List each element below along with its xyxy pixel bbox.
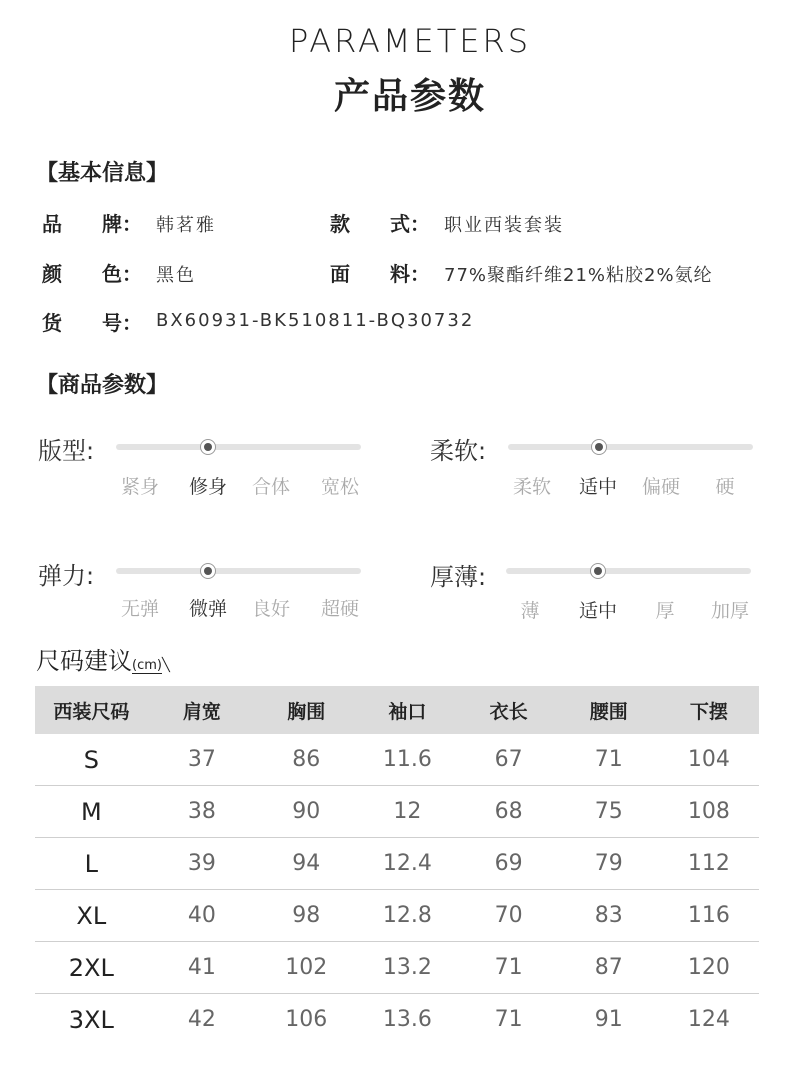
- table-row: [35, 890, 759, 942]
- table-cell: 69: [459, 838, 559, 890]
- table-cell: 38: [148, 786, 256, 838]
- table-row: [35, 734, 759, 786]
- size-chart-title: 尺码建议: [36, 647, 132, 675]
- item-number-value: BX60931-BK510811-BQ30732: [156, 310, 475, 331]
- table-cell: 116: [659, 890, 759, 942]
- elasticity-option-selected: 微弹: [188, 598, 227, 620]
- softness-option: 硬: [715, 476, 735, 498]
- table-cell: 102: [256, 942, 356, 994]
- table-cell: 120: [659, 942, 759, 994]
- size-chart-unit: (cm): [132, 658, 162, 673]
- column-header: 下摆: [659, 686, 759, 734]
- table-cell: 112: [659, 838, 759, 890]
- table-row: [35, 786, 759, 838]
- table-row: [35, 838, 759, 890]
- table-cell: 94: [256, 838, 356, 890]
- thickness-option: 厚: [655, 600, 675, 622]
- param-label-fit: 版型:: [38, 437, 95, 465]
- fit-slider-track: [116, 444, 361, 450]
- elasticity-slider-knob: [200, 563, 216, 579]
- fit-option: 紧身: [120, 476, 159, 498]
- table-cell: 67: [459, 734, 559, 786]
- column-header: 衣长: [459, 686, 559, 734]
- table-cell: 104: [659, 734, 759, 786]
- basic-info-heading: 【基本信息】: [36, 161, 169, 186]
- table-cell: 12.8: [356, 890, 458, 942]
- table-cell: 12.4: [356, 838, 458, 890]
- color-key: 颜 色：: [42, 262, 142, 286]
- elasticity-option: 无弹: [120, 598, 159, 620]
- table-cell: 108: [659, 786, 759, 838]
- table-cell: 71: [459, 942, 559, 994]
- size-cell: 2XL: [35, 942, 148, 994]
- column-header: 胸围: [256, 686, 356, 734]
- fit-option: 合体: [251, 476, 290, 498]
- thickness-option-selected: 适中: [578, 600, 617, 622]
- elasticity-option: 超硬: [320, 598, 359, 620]
- fabric-key: 面 料：: [330, 262, 430, 286]
- table-cell: 37: [148, 734, 256, 786]
- table-cell: 71: [494, 1007, 523, 1032]
- softness-slider-knob: [591, 439, 607, 455]
- color-value: 黑色: [156, 265, 196, 286]
- thickness-slider-track: [506, 568, 751, 574]
- item-number-key: 货 号：: [42, 311, 142, 335]
- table-cell: 39: [148, 838, 256, 890]
- column-header: 腰围: [559, 686, 659, 734]
- brand-value: 韩茗雅: [156, 215, 216, 236]
- softness-slider-track: [508, 444, 753, 450]
- brand-key: 品 牌：: [42, 212, 142, 236]
- fit-option-selected: 修身: [188, 476, 227, 498]
- fit-option: 宽松: [320, 476, 359, 498]
- title-english: PARAMETERS: [288, 22, 532, 60]
- underline-tick-icon: ╲: [161, 658, 170, 673]
- thickness-slider-knob: [590, 563, 606, 579]
- table-cell: 41: [148, 942, 256, 994]
- table-cell: 42: [187, 1007, 216, 1032]
- table-cell: 12: [356, 786, 458, 838]
- elasticity-option: 良好: [251, 598, 290, 620]
- product-params-heading: 【商品参数】: [36, 373, 169, 398]
- table-cell: 68: [459, 786, 559, 838]
- table-cell: 86: [256, 734, 356, 786]
- style-value: 职业西装套装: [444, 215, 564, 236]
- fit-slider-knob: [200, 439, 216, 455]
- softness-option: 柔软: [512, 476, 551, 498]
- fabric-value: 77%聚酯纤维21%粘胶2%氨纶: [444, 265, 713, 286]
- table-cell: 13.2: [356, 942, 458, 994]
- column-header: 袖口: [356, 686, 458, 734]
- size-cell: M: [35, 786, 148, 838]
- table-cell: 98: [256, 890, 356, 942]
- softness-option: 偏硬: [641, 476, 680, 498]
- table-cell: 40: [148, 890, 256, 942]
- table-cell: 71: [559, 734, 659, 786]
- column-header: 西装尺码: [35, 686, 148, 734]
- size-chart-title-row: [36, 641, 170, 676]
- column-header: 肩宽: [148, 686, 256, 734]
- table-cell: 87: [559, 942, 659, 994]
- style-key: 款 式：: [330, 212, 430, 236]
- table-cell: 79: [559, 838, 659, 890]
- title-chinese: 产品参数: [333, 76, 486, 117]
- param-label-softness: 柔软:: [430, 437, 487, 465]
- table-cell: 124: [687, 1007, 730, 1032]
- table-row: [35, 942, 759, 994]
- softness-option-selected: 适中: [578, 476, 617, 498]
- thickness-option: 薄: [520, 600, 540, 622]
- table-cell: 83: [559, 890, 659, 942]
- elasticity-slider-track: [116, 568, 361, 574]
- table-cell: 106: [285, 1007, 328, 1032]
- thickness-option: 加厚: [710, 600, 749, 622]
- size-cell: 3XL: [68, 1005, 114, 1034]
- size-cell: S: [35, 734, 148, 786]
- size-cell: L: [35, 838, 148, 890]
- size-cell: XL: [35, 890, 148, 942]
- table-cell: 90: [256, 786, 356, 838]
- size-table: [35, 686, 759, 1045]
- param-label-elasticity: 弹力:: [38, 562, 95, 590]
- table-cell: 11.6: [356, 734, 458, 786]
- table-row: [35, 994, 759, 1046]
- table-cell: 75: [559, 786, 659, 838]
- table-header-row: [35, 686, 759, 734]
- table-cell: 91: [594, 1007, 623, 1032]
- table-cell: 70: [459, 890, 559, 942]
- table-cell: 13.6: [382, 1007, 432, 1032]
- param-label-thickness: 厚薄:: [430, 563, 487, 591]
